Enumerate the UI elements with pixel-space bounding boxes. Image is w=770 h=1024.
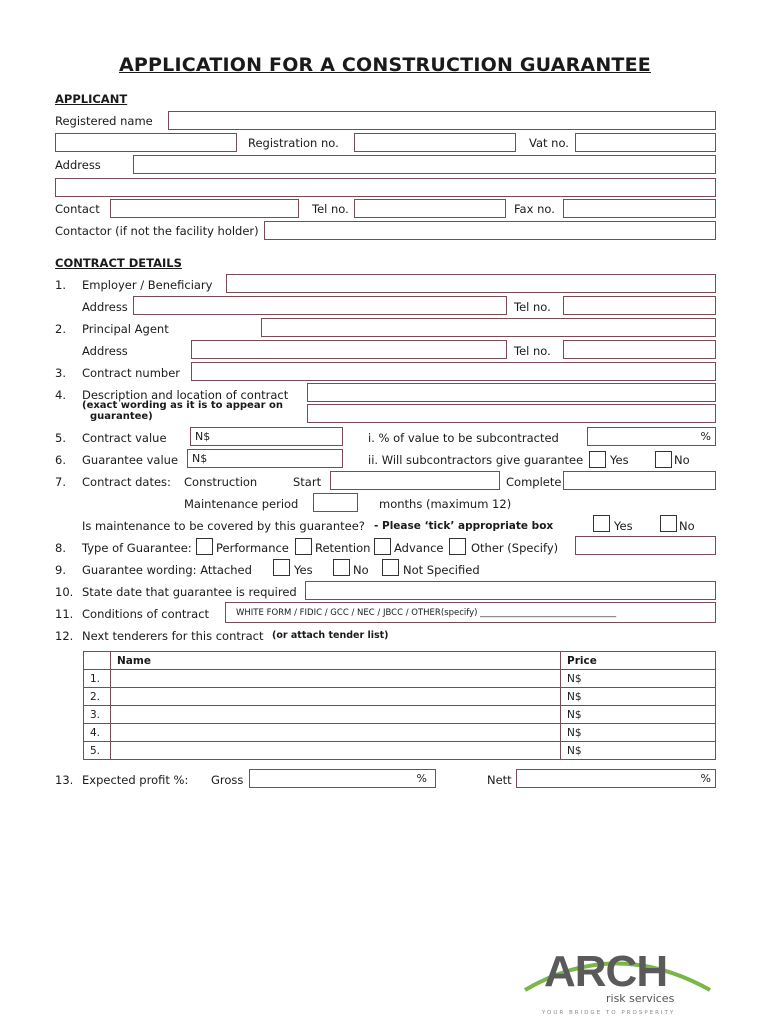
tel-no-field[interactable] bbox=[354, 199, 506, 218]
other-specify-field[interactable] bbox=[575, 536, 716, 555]
table-row[interactable] bbox=[84, 724, 716, 742]
tel-no-label: Tel no. bbox=[312, 202, 349, 216]
tick-instruction: - Please ‘tick’ appropriate box bbox=[374, 520, 554, 532]
state-date-field[interactable] bbox=[305, 581, 716, 600]
agent-tel-label: Tel no. bbox=[514, 344, 551, 358]
gross-profit-field[interactable] bbox=[249, 769, 436, 788]
arch-logo bbox=[520, 942, 720, 1017]
contact-field[interactable] bbox=[110, 199, 299, 218]
tenderer-name-cell[interactable] bbox=[111, 742, 561, 760]
maintenance-no-checkbox[interactable] bbox=[660, 515, 677, 532]
guarantee-value-label: Guarantee value bbox=[82, 453, 179, 467]
construction-label: Construction bbox=[184, 475, 258, 489]
currency-label: N$ bbox=[195, 430, 211, 443]
yes-label: Yes bbox=[614, 519, 633, 533]
principal-agent-label: Principal Agent bbox=[82, 322, 169, 336]
table-row[interactable] bbox=[84, 742, 716, 760]
maintenance-period-field[interactable] bbox=[313, 493, 358, 512]
principal-agent-field[interactable] bbox=[261, 318, 716, 337]
subcontractor-no-checkbox[interactable] bbox=[655, 451, 672, 468]
contactor-field[interactable] bbox=[264, 221, 716, 240]
registered-name-field[interactable] bbox=[168, 111, 716, 130]
item-number: 8. bbox=[55, 541, 66, 555]
percent-label: % bbox=[700, 430, 711, 443]
row-number: 5. bbox=[84, 742, 111, 760]
nett-profit-field[interactable] bbox=[516, 769, 716, 788]
subcontractor-guarantee-label: ii. Will subcontractors give guarantee bbox=[368, 453, 584, 467]
item-number: 11. bbox=[55, 607, 74, 621]
item-number: 13. bbox=[55, 773, 74, 787]
tenderer-name-cell[interactable] bbox=[111, 670, 561, 688]
nett-label: Nett bbox=[487, 773, 512, 787]
item-number: 12. bbox=[55, 629, 74, 643]
item-number: 4. bbox=[55, 388, 66, 402]
table-header-name: Name bbox=[111, 652, 561, 670]
complete-label: Complete bbox=[506, 475, 562, 489]
tenderer-price-cell[interactable]: N$ bbox=[561, 742, 716, 760]
percent-label: % bbox=[416, 772, 427, 785]
wording-label: Guarantee wording: Attached bbox=[82, 563, 252, 577]
gross-label: Gross bbox=[211, 773, 244, 787]
applicant-heading: APPLICANT bbox=[55, 92, 128, 106]
employer-address-field[interactable] bbox=[133, 296, 507, 315]
address-label: Address bbox=[55, 158, 101, 172]
start-label: Start bbox=[293, 475, 322, 489]
currency-label: N$ bbox=[192, 452, 208, 465]
yes-label: Yes bbox=[610, 453, 629, 467]
contactor-label: Contactor (if not the facility holder) bbox=[55, 224, 259, 238]
table-header-row bbox=[84, 652, 716, 670]
other-label: Other (Specify) bbox=[471, 541, 559, 555]
tenderer-name-cell[interactable] bbox=[111, 688, 561, 706]
row-number: 3. bbox=[84, 706, 111, 724]
item-number: 1. bbox=[55, 278, 66, 292]
wording-no-checkbox[interactable] bbox=[333, 559, 350, 576]
employer-tel-field[interactable] bbox=[563, 296, 716, 315]
registered-name-field-2[interactable] bbox=[55, 133, 237, 152]
expected-profit-label: Expected profit %: bbox=[82, 773, 189, 787]
employer-label: Employer / Beneficiary bbox=[82, 278, 213, 292]
performance-label: Performance bbox=[216, 541, 289, 555]
pct-subcontracted-label: i. % of value to be subcontracted bbox=[368, 431, 559, 445]
subcontractor-yes-checkbox[interactable] bbox=[589, 451, 606, 468]
table-header-price: Price bbox=[561, 652, 716, 670]
contract-number-label: Contract number bbox=[82, 366, 181, 380]
employer-tel-label: Tel no. bbox=[514, 300, 551, 314]
start-date-field[interactable] bbox=[330, 471, 500, 490]
contract-dates-label: Contract dates: bbox=[82, 475, 171, 489]
vat-no-label: Vat no. bbox=[529, 136, 569, 150]
tenderer-name-cell[interactable] bbox=[111, 724, 561, 742]
conditions-options: WHITE FORM / FIDIC / GCC / NEC / JBCC / OTHER(specify) ________________________________ bbox=[236, 607, 617, 618]
description-label: Description and location of contract bbox=[82, 388, 289, 402]
yes-label: Yes bbox=[294, 563, 313, 577]
wording-yes-checkbox[interactable] bbox=[273, 559, 290, 576]
attach-list-note: (or attach tender list) bbox=[272, 630, 389, 641]
state-date-label: State date that guarantee is required bbox=[82, 585, 297, 599]
table-row[interactable] bbox=[84, 670, 716, 688]
retention-label: Retention bbox=[315, 541, 371, 555]
retention-checkbox[interactable] bbox=[295, 538, 312, 555]
other-checkbox[interactable] bbox=[449, 538, 466, 555]
not-specified-label: Not Specified bbox=[403, 563, 480, 577]
item-number: 7. bbox=[55, 475, 66, 489]
fax-no-field[interactable] bbox=[563, 199, 716, 218]
logo-subtitle: risk services bbox=[606, 992, 675, 1005]
agent-address-label: Address bbox=[82, 344, 128, 358]
contact-label: Contact bbox=[55, 202, 100, 216]
address-field-2[interactable] bbox=[55, 178, 716, 197]
contract-value-field[interactable] bbox=[190, 427, 343, 446]
tenderers-table bbox=[83, 651, 716, 760]
item-number: 10. bbox=[55, 585, 74, 599]
form-title: APPLICATION FOR A CONSTRUCTION GUARANTEE bbox=[119, 54, 651, 76]
row-number: 4. bbox=[84, 724, 111, 742]
row-number: 2. bbox=[84, 688, 111, 706]
conditions-label: Conditions of contract bbox=[82, 607, 210, 621]
tenderer-price-cell[interactable]: N$ bbox=[561, 706, 716, 724]
tenderer-price-cell[interactable]: N$ bbox=[561, 688, 716, 706]
conditions-field[interactable] bbox=[225, 602, 716, 623]
advance-label: Advance bbox=[394, 541, 444, 555]
description-note: (exact wording as it is to appear on bbox=[82, 400, 283, 411]
table-header-num bbox=[84, 652, 111, 670]
maintenance-period-label: Maintenance period bbox=[184, 497, 299, 511]
agent-tel-field[interactable] bbox=[563, 340, 716, 359]
item-number: 6. bbox=[55, 453, 66, 467]
item-number: 9. bbox=[55, 563, 66, 577]
contract-value-label: Contract value bbox=[82, 431, 167, 445]
no-label: No bbox=[679, 519, 695, 533]
logo-tagline: YOUR BRIDGE TO PROSPERITY bbox=[542, 1010, 676, 1016]
no-label: No bbox=[353, 563, 369, 577]
description-field-2[interactable] bbox=[307, 404, 716, 423]
no-label: No bbox=[674, 453, 690, 467]
next-tenderers-label: Next tenderers for this contract bbox=[82, 629, 264, 643]
advance-checkbox[interactable] bbox=[374, 538, 391, 555]
table-row[interactable] bbox=[84, 706, 716, 724]
item-number: 3. bbox=[55, 366, 66, 380]
tenderer-price-cell[interactable]: N$ bbox=[561, 724, 716, 742]
registration-no-label: Registration no. bbox=[248, 136, 339, 150]
item-number: 5. bbox=[55, 431, 66, 445]
employer-field[interactable] bbox=[226, 274, 716, 293]
contract-details-heading: CONTRACT DETAILS bbox=[55, 256, 182, 270]
months-label: months (maximum 12) bbox=[379, 497, 512, 511]
maintenance-yes-checkbox[interactable] bbox=[593, 515, 610, 532]
agent-address-field[interactable] bbox=[191, 340, 507, 359]
registration-no-field[interactable] bbox=[354, 133, 516, 152]
tenderer-price-cell[interactable]: N$ bbox=[561, 670, 716, 688]
pct-subcontracted-field[interactable] bbox=[587, 427, 716, 446]
table-row[interactable] bbox=[84, 688, 716, 706]
address-field[interactable] bbox=[133, 155, 716, 174]
employer-address-label: Address bbox=[82, 300, 128, 314]
maintenance-covered-label: Is maintenance to be covered by this guarantee? bbox=[82, 519, 365, 533]
registered-name-label: Registered name bbox=[55, 114, 153, 128]
guarantee-value-field[interactable] bbox=[187, 449, 343, 468]
fax-no-label: Fax no. bbox=[514, 202, 555, 216]
description-note-2: guarantee) bbox=[90, 411, 153, 422]
tenderer-name-cell[interactable] bbox=[111, 706, 561, 724]
contract-number-field[interactable] bbox=[191, 362, 716, 381]
row-number: 1. bbox=[84, 670, 111, 688]
complete-date-field[interactable] bbox=[563, 471, 716, 490]
item-number: 2. bbox=[55, 322, 66, 336]
percent-label: % bbox=[700, 772, 711, 785]
type-guarantee-label: Type of Guarantee: bbox=[82, 541, 192, 555]
description-field[interactable] bbox=[307, 383, 716, 402]
not-specified-checkbox[interactable] bbox=[382, 559, 399, 576]
vat-no-field[interactable] bbox=[575, 133, 716, 152]
svg-text:ARCH: ARCH bbox=[544, 947, 668, 996]
performance-checkbox[interactable] bbox=[196, 538, 213, 555]
